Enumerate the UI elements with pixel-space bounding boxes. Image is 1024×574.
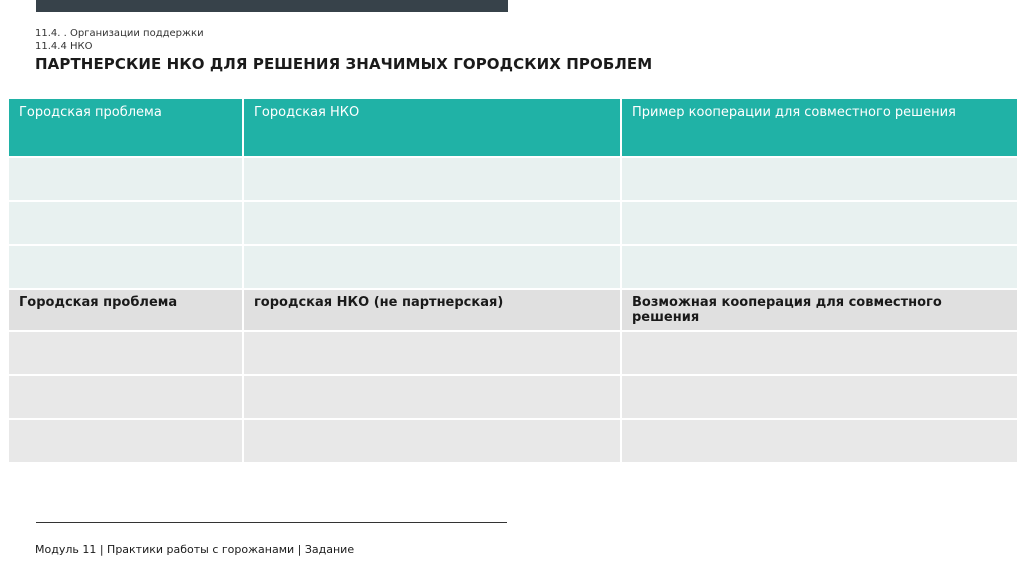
table-cell[interactable] xyxy=(8,331,243,375)
header-cell-cooperation: Пример кооперации для совместного решения xyxy=(621,98,1018,157)
table-cell[interactable] xyxy=(8,201,243,245)
table-cell[interactable] xyxy=(621,201,1018,245)
footer-text: Модуль 11 | Практики работы с горожанами | Задание xyxy=(35,543,355,556)
table-cell[interactable] xyxy=(243,331,621,375)
table-row xyxy=(8,419,1018,463)
table-cell[interactable] xyxy=(8,245,243,289)
header-cell-nko: Городская НКО xyxy=(243,98,621,157)
table-cell[interactable] xyxy=(621,157,1018,201)
table-subheader-row xyxy=(8,289,1018,331)
table-row xyxy=(8,201,1018,245)
table-cell[interactable] xyxy=(8,375,243,419)
table-cell[interactable] xyxy=(243,375,621,419)
table-header-row xyxy=(8,98,1018,157)
breadcrumb-section: 11.4. . Организации поддержки xyxy=(35,28,204,39)
table-cell[interactable] xyxy=(621,419,1018,463)
footer-divider xyxy=(36,522,507,523)
breadcrumb-subsection: 11.4.4 НКО xyxy=(35,41,93,52)
table-cell[interactable] xyxy=(243,201,621,245)
table-row xyxy=(8,331,1018,375)
breadcrumb xyxy=(35,27,204,53)
page-title: ПАРТНЕРСКИЕ НКО ДЛЯ РЕШЕНИЯ ЗНАЧИМЫХ ГОРОДСКИХ ПРОБЛЕМ xyxy=(35,55,653,73)
table-cell[interactable] xyxy=(243,245,621,289)
top-bar xyxy=(36,0,508,12)
table-cell[interactable] xyxy=(8,157,243,201)
problems-table xyxy=(7,97,1019,464)
table-row xyxy=(8,245,1018,289)
table-row xyxy=(8,157,1018,201)
table-cell[interactable] xyxy=(621,375,1018,419)
subheader-cell-problem: Городская проблема xyxy=(8,289,243,331)
table-cell[interactable] xyxy=(243,419,621,463)
table-row xyxy=(8,375,1018,419)
table-cell[interactable] xyxy=(621,245,1018,289)
header-cell-problem: Городская проблема xyxy=(8,98,243,157)
table-cell[interactable] xyxy=(8,419,243,463)
subheader-cell-nko: городская НКО (не партнерская) xyxy=(243,289,621,331)
table-cell[interactable] xyxy=(621,331,1018,375)
table-cell[interactable] xyxy=(243,157,621,201)
subheader-cell-cooperation: Возможная кооперация для совместного решения xyxy=(621,289,1018,331)
